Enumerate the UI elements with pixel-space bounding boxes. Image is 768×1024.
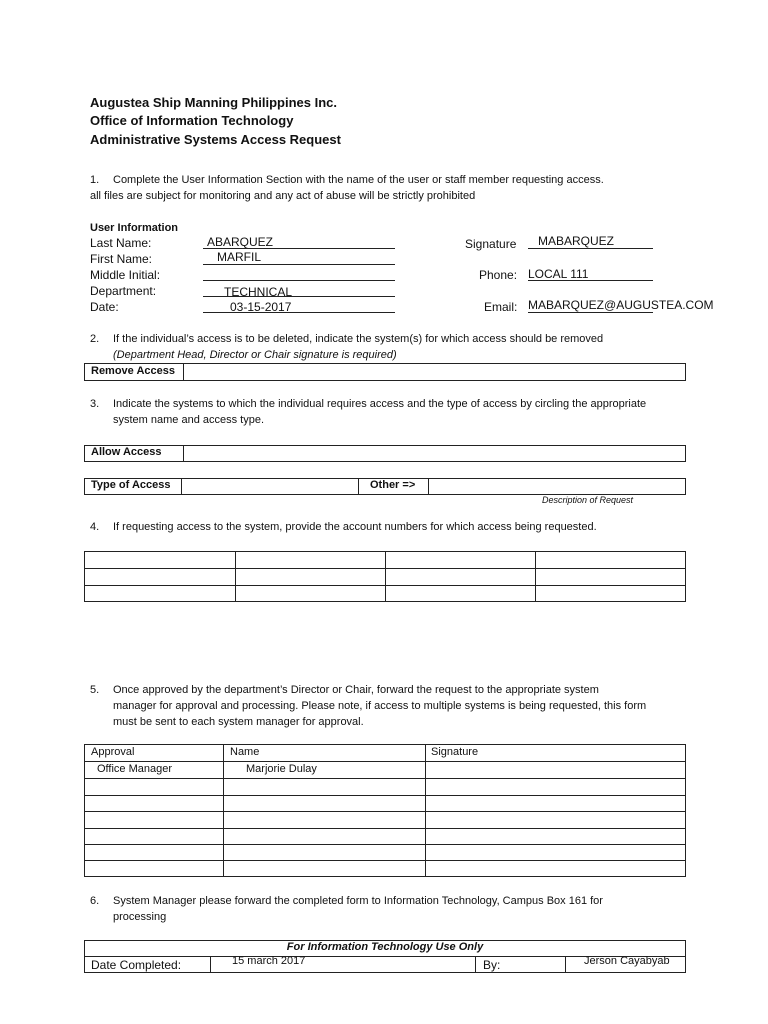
last-name-label: Last Name:	[90, 236, 152, 250]
company-name: Augustea Ship Manning Philippines Inc.	[90, 95, 338, 110]
middle-initial-label: Middle Initial:	[90, 268, 161, 282]
type-access-divider3	[428, 478, 429, 495]
step6-text-line1: System Manager please forward the completed form to Information Technology, Campus Box 161 for	[113, 895, 603, 907]
approval-col-line-2	[425, 744, 426, 877]
step3-text-line2: system name and access type.	[113, 414, 265, 426]
date-completed-value[interactable]: 15 march 2017	[232, 955, 306, 967]
approval-line-3	[84, 795, 686, 796]
signature-line	[528, 248, 653, 249]
type-access-label: Type of Access	[91, 479, 171, 491]
allow-access-label: Allow Access	[91, 446, 162, 458]
description-of-request-label: Description of Request	[542, 495, 634, 505]
date-label: Date:	[90, 300, 119, 314]
approval-line-4	[84, 811, 686, 812]
middle-initial-line	[203, 280, 395, 281]
completed-by-value[interactable]: Jerson Cayabyab	[584, 955, 670, 967]
approval-cell[interactable]: Marjorie Dulay	[246, 763, 317, 775]
step2-number: 2.	[90, 333, 100, 345]
approval-line-1	[84, 761, 686, 762]
date-value[interactable]: 03-15-2017	[230, 300, 292, 314]
approval-header-approval: Approval	[91, 746, 135, 758]
approval-line-5	[84, 828, 686, 829]
allow-access-row	[84, 445, 686, 462]
account-col-line-1	[235, 551, 236, 602]
first-name-label: First Name:	[90, 252, 153, 266]
it-use-divider-1	[210, 956, 211, 973]
step5-text-line2: manager for approval and processing. Please note, if access to multiple systems is being requested, this form	[113, 700, 647, 712]
step6-number: 6.	[90, 895, 100, 907]
email-label: Email:	[484, 300, 518, 314]
step2-text: If the individual’s access is to be deleted, indicate the system(s) for which access should be removed	[113, 333, 604, 345]
approval-col-line-1	[223, 744, 224, 877]
step5-number: 5.	[90, 684, 100, 696]
completed-by-label: By:	[483, 958, 501, 972]
remove-access-label: Remove Access	[91, 365, 175, 377]
approval-line-7	[84, 860, 686, 861]
signature-label: Signature	[465, 237, 517, 251]
step6-text-line2: processing	[113, 911, 167, 923]
approval-header-signature: Signature	[431, 746, 479, 758]
date-completed-label: Date Completed:	[91, 958, 182, 972]
department-value[interactable]: TECHNICAL	[224, 285, 293, 299]
phone-label: Phone:	[479, 268, 518, 282]
approval-cell[interactable]: Office Manager	[97, 763, 173, 775]
step4-text: If requesting access to the system, provide the account numbers for which access being requested.	[113, 521, 597, 533]
other-label: Other =>	[370, 479, 416, 491]
last-name-line	[203, 248, 395, 249]
office-name: Office of Information Technology	[90, 113, 294, 128]
form-title: Administrative Systems Access Request	[90, 132, 341, 147]
approval-line-6	[84, 844, 686, 845]
user-info-heading: User Information	[90, 222, 179, 234]
last-name-value[interactable]: ABARQUEZ	[207, 235, 274, 249]
step3-text-line1: Indicate the systems to which the individual requires access and the type of access by circling the appropriate	[113, 398, 647, 410]
approval-line-2	[84, 778, 686, 779]
department-label: Department:	[90, 284, 157, 298]
approval-header-name: Name	[230, 746, 260, 758]
step1-number: 1.	[90, 174, 100, 186]
step2-note: (Department Head, Director or Chair signature is required)	[113, 349, 397, 361]
step1-note: all files are subject for monitoring and any act of abuse will be strictly prohibited	[90, 190, 476, 202]
step3-number: 3.	[90, 398, 100, 410]
first-name-value[interactable]: MARFIL	[217, 250, 262, 264]
account-col-line-2	[385, 551, 386, 602]
date-line	[203, 312, 395, 313]
it-use-divider-3	[565, 956, 566, 973]
allow-access-divider	[183, 445, 184, 462]
signature-value[interactable]: MABARQUEZ	[538, 234, 615, 248]
type-access-divider2	[358, 478, 359, 495]
email-value[interactable]: MABARQUEZ@AUGUSTEA.COM	[528, 298, 714, 312]
phone-line	[528, 280, 653, 281]
step1-text: Complete the User Information Section with the name of the user or staff member requesting access.	[113, 174, 604, 186]
it-use-title: For Information Technology Use Only	[286, 941, 484, 953]
account-col-line-3	[535, 551, 536, 602]
step4-number: 4.	[90, 521, 100, 533]
department-line	[203, 296, 395, 297]
it-use-divider-2	[475, 956, 476, 973]
phone-value[interactable]: LOCAL 111	[528, 267, 589, 281]
email-line	[528, 312, 653, 313]
first-name-line	[203, 264, 395, 265]
remove-access-divider	[183, 363, 184, 381]
step5-text-line3: must be sent to each system manager for approval.	[113, 716, 364, 728]
type-access-divider1	[181, 478, 182, 495]
step5-text-line1: Once approved by the department’s Director or Chair, forward the request to the appropriate system	[113, 684, 599, 696]
